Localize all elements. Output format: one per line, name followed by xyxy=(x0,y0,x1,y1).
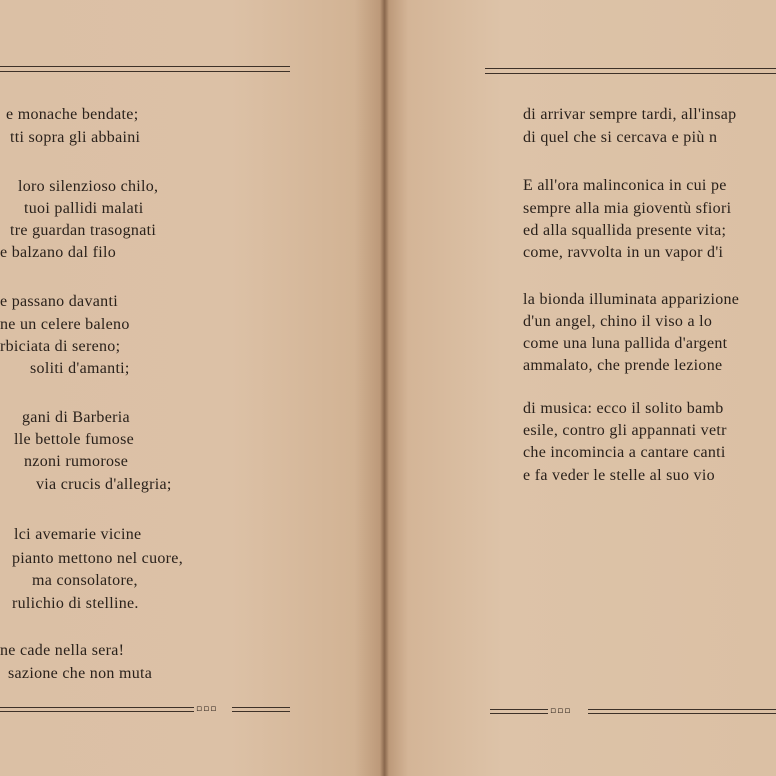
poem-line: tre guardan trasognati xyxy=(10,222,157,239)
top-double-rule xyxy=(485,68,776,74)
poem-line: ed alla squallida presente vita; xyxy=(523,222,727,239)
poem-line: sazione che non muta xyxy=(8,665,153,682)
poem-line: rulichio di stelline. xyxy=(12,595,139,612)
poem-line: rbiciata di sereno; xyxy=(0,338,121,355)
poem-line: la bionda illuminata apparizione xyxy=(523,291,740,308)
poem-line: ma consolatore, xyxy=(32,572,138,589)
poem-line: e monache bendate; xyxy=(6,106,139,123)
right-page xyxy=(385,0,776,776)
bottom-ornament xyxy=(490,705,776,717)
poem-line: esile, contro gli appannati vetr xyxy=(523,422,727,439)
poem-line: di quel che si cercava e più n xyxy=(523,129,718,146)
poem-line: tuoi pallidi malati xyxy=(24,200,144,217)
poem-line: soliti d'amanti; xyxy=(30,360,130,377)
ornament-rule xyxy=(588,709,776,714)
poem-line: ne cade nella sera! xyxy=(0,642,125,659)
poem-line: e passano davanti xyxy=(0,293,118,310)
ornament-rule xyxy=(0,707,194,712)
poem-line: lle bettole fumose xyxy=(14,431,135,448)
poem-line: gani di Barberia xyxy=(22,409,130,426)
poem-line: ammalato, che prende lezione xyxy=(523,357,723,374)
poem-line: sempre alla mia gioventù sfiori xyxy=(523,200,732,217)
poem-line: E all'ora malinconica in cui pe xyxy=(523,177,727,194)
poem-line: tti sopra gli abbaini xyxy=(10,129,141,146)
poem-line: via crucis d'allegria; xyxy=(36,476,172,493)
poem-line: ne un celere baleno xyxy=(0,316,130,333)
left-page xyxy=(0,0,385,776)
poem-line: di musica: ecco il solito bamb xyxy=(523,400,724,417)
poem-line: loro silenzioso chilo, xyxy=(18,178,159,195)
poem-line: di arrivar sempre tardi, all'insap xyxy=(523,106,737,123)
poem-line: come una luna pallida d'argent xyxy=(523,335,728,352)
ornament-boxes: ▫▫▫ xyxy=(196,704,218,714)
poem-line: lci avemarie vicine xyxy=(14,526,142,543)
poem-line: come, ravvolta in un vapor d'i xyxy=(523,244,724,261)
ornament-boxes: ▫▫▫ xyxy=(550,706,572,716)
top-double-rule xyxy=(0,66,290,72)
poem-line: d'un angel, chino il viso a lo xyxy=(523,313,713,330)
book-gutter xyxy=(380,0,389,776)
bottom-ornament xyxy=(0,703,290,715)
poem-line: e fa veder le stelle al suo vio xyxy=(523,467,715,484)
poem-line: e balzano dal filo xyxy=(0,244,117,261)
poem-line: nzoni rumorose xyxy=(24,453,129,470)
poem-line: che incomincia a cantare canti xyxy=(523,444,726,461)
poem-line: pianto mettono nel cuore, xyxy=(12,550,184,567)
ornament-rule xyxy=(490,709,548,714)
ornament-rule xyxy=(232,707,290,712)
